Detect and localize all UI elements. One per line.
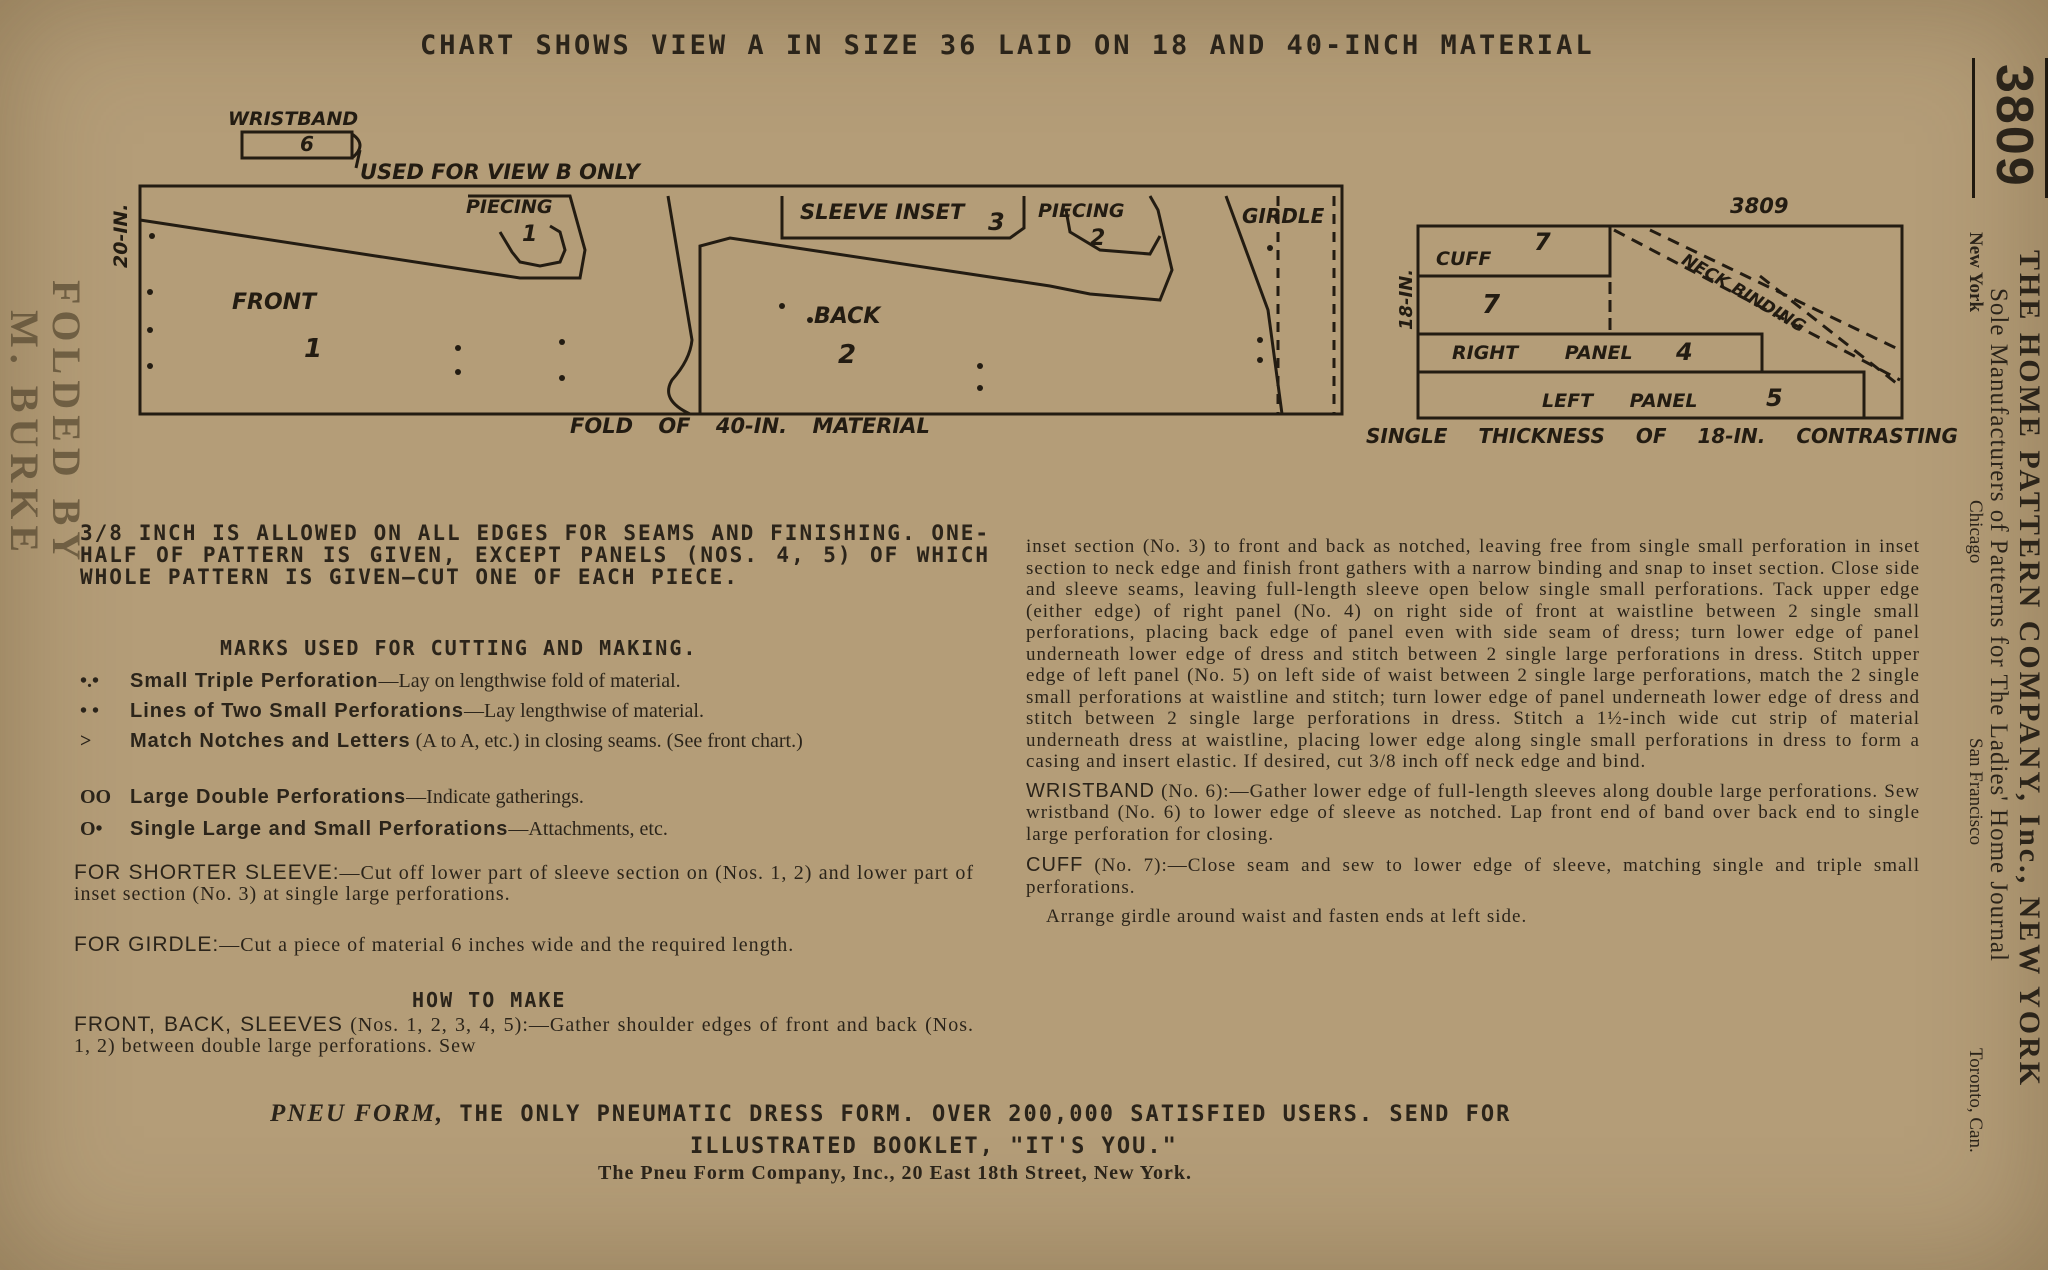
city-toronto: Toronto, Can. [1965, 1048, 1986, 1153]
fold-caption: FOLD OF 40-IN. MATERIAL [570, 414, 930, 438]
mark-row-triple: •.• Small Triple Perforation—Lay on lengthwise fold of material. [80, 670, 681, 692]
sleeve-inset-number: 3 [988, 208, 1005, 236]
back-label: BACK [814, 304, 881, 329]
instructions-column-2 [1026, 536, 1920, 928]
allowance-notice: 3/8 INCH IS ALLOWED ON ALL EDGES FOR SEAMS AND FINISHING. ONE-HALF OF PATTERN IS GIVEN, EXCEPT PANELS (NOS. 4, 5) OF WHICH WHOLE PATTERN IS GIVEN—CUT ONE OF EACH PIECE. [80, 521, 990, 589]
piecing-2-label: PIECING [1038, 200, 1125, 222]
wristband-piece [242, 132, 352, 158]
front-back-paragraph: FRONT, BACK, SLEEVES (Nos. 1, 2, 3, 4, 5):—Gather shoulder edges of front and back (Nos. 1, 2) between double large perforations. Sew [74, 1013, 974, 1057]
wristband-number: 6 [300, 132, 314, 156]
neck-binding-label: NECK BINDING [1678, 250, 1809, 338]
cuff-label: CUFF [1436, 248, 1492, 270]
city-san-francisco: San Francisco [1965, 738, 1986, 846]
girdle-label: GIRDLE [1242, 204, 1325, 228]
piecing-1-number: 1 [522, 222, 538, 247]
back-number: 2 [838, 340, 857, 370]
wristband-note: USED FOR VIEW B ONLY [360, 160, 640, 184]
girdle-paragraph: FOR GIRDLE:—Cut a piece of material 6 inches wide and the required length. [74, 933, 795, 956]
mark-row-large-double: OO Large Double Perforations—Indicate gatherings. [80, 786, 584, 808]
triple-perforation-symbol: •.• [80, 670, 100, 692]
piecing-2-number: 2 [1090, 226, 1106, 251]
width-40-label: 20-IN. [110, 203, 132, 268]
city-chicago: Chicago [1965, 500, 1986, 564]
manufacturers-line: Sole Manufacturers of Patterns for The Ladies' Home Journal [1985, 288, 2012, 962]
single-large-small-symbol: O• [80, 818, 103, 840]
piecing-1-label: PIECING [466, 196, 553, 218]
inset-paragraph: inset section (No. 3) to front and back as notched, leaving free from single small perforation in inset section to neck edge and finish front gathers with a narrow binding and snap to inset section. Close side and sleeve seams, leaving full-length sleeve open below single small perforations. Tack upper edge (either edge) of right panel (No. 4) on right side of front at waistline between 2 single small perforations, placing back edge of panel even with side seam of dress; turn lower edge of panel underneath lower edge of dress and stitch between 2 single large perforations in dress. Stitch upper edge of left panel (No. 5) on left side of waist between 2 single large perforations, match the 2 single small perforations at waistline and stitch; turn lower edge of panel underneath lower edge of dress and stitch between 2 single large perforations in dress. Stitch a 1½-inch wide cut strip of material underneath dress at waistline, placing lower edge along single small perforations in dress to form a casing and insert elastic. If desired, cut 3/8 inch off neck edge and bind. [1026, 536, 1920, 772]
right-panel-number: 4 [1676, 338, 1693, 366]
pneu-form-brand: PNEU FORM, [270, 1100, 445, 1127]
chart-title: CHART SHOWS VIEW A IN SIZE 36 LAID ON 18 AND 40-INCH MATERIAL [420, 30, 1595, 61]
arrange-paragraph: Arrange girdle around waist and fasten ends at left side. [1046, 906, 1528, 927]
folder-name-stamp: M. BURKE [2, 310, 47, 558]
city-new-york: New York [1965, 232, 1986, 313]
large-double-symbol: OO [80, 786, 112, 808]
right-panel-label: RIGHT PANEL [1452, 342, 1633, 364]
wristband-label: WRISTBAND [228, 108, 359, 130]
mark-row-two-small: • • Lines of Two Small Perforations—Lay lengthwise of material. [80, 700, 704, 722]
mark-row-notches: > Match Notches and Letters (A to A, etc.) in closing seams. (See front chart.) [80, 730, 803, 752]
front-number: 1 [304, 334, 323, 364]
pattern-number: 3809 [1985, 64, 2043, 188]
mark-row-single-large-small: O• Single Large and Small Perforations—Attachments, etc. [80, 818, 668, 840]
shorter-sleeve-paragraph: FOR SHORTER SLEEVE:—Cut off lower part of sleeve section on (Nos. 1, 2) and lower part of inset section (No. 3) at single large perforations. [74, 861, 974, 905]
how-to-make-heading: HOW TO MAKE [412, 988, 567, 1012]
notch-symbol: > [80, 730, 92, 752]
cuff-2-number: 7 [1482, 290, 1501, 320]
advertisement-line-1: PNEU FORM, THE ONLY PNEUMATIC DRESS FORM. OVER 200,000 SATISFIED USERS. SEND FOR [270, 1100, 1512, 1127]
folded-by-stamp: FOLDED BY [44, 280, 89, 567]
wristband-paragraph: WRISTBAND (No. 6):—Gather lower edge of full-length sleeves along double large perforations. Sew wristband (No. 6) to lower edge of sleeve as notched. Lap front end of band over back end to single large perforation for closing. [1026, 779, 1920, 845]
company-name: THE HOME PATTERN COMPANY, Inc., NEW YORK [2013, 250, 2046, 1089]
marks-title: MARKS USED FOR CUTTING AND MAKING. [220, 636, 698, 660]
left-panel-label: LEFT PANEL [1542, 390, 1698, 412]
sleeve-inset-label: SLEEVE INSET [800, 200, 965, 224]
two-perforations-symbol: • • [80, 700, 100, 722]
advertisement-address: The Pneu Form Company, Inc., 20 East 18th Street, New York. [598, 1162, 1192, 1184]
left-panel-number: 5 [1766, 384, 1783, 412]
cuff-number: 7 [1534, 228, 1551, 256]
cuff-paragraph: CUFF (No. 7):—Close seam and sew to lower edge of sleeve, matching single and triple small perforations. [1026, 854, 1920, 898]
single-thickness-caption: SINGLE THICKNESS OF 18-IN. CONTRASTING [1366, 424, 1958, 448]
advertisement-line-2: ILLUSTRATED BOOKLET, "IT'S YOU." [690, 1134, 1178, 1159]
width-18-label: 18-IN. [1396, 268, 1417, 330]
pattern-number-small: 3809 [1730, 194, 1789, 218]
front-label: FRONT [232, 290, 317, 315]
